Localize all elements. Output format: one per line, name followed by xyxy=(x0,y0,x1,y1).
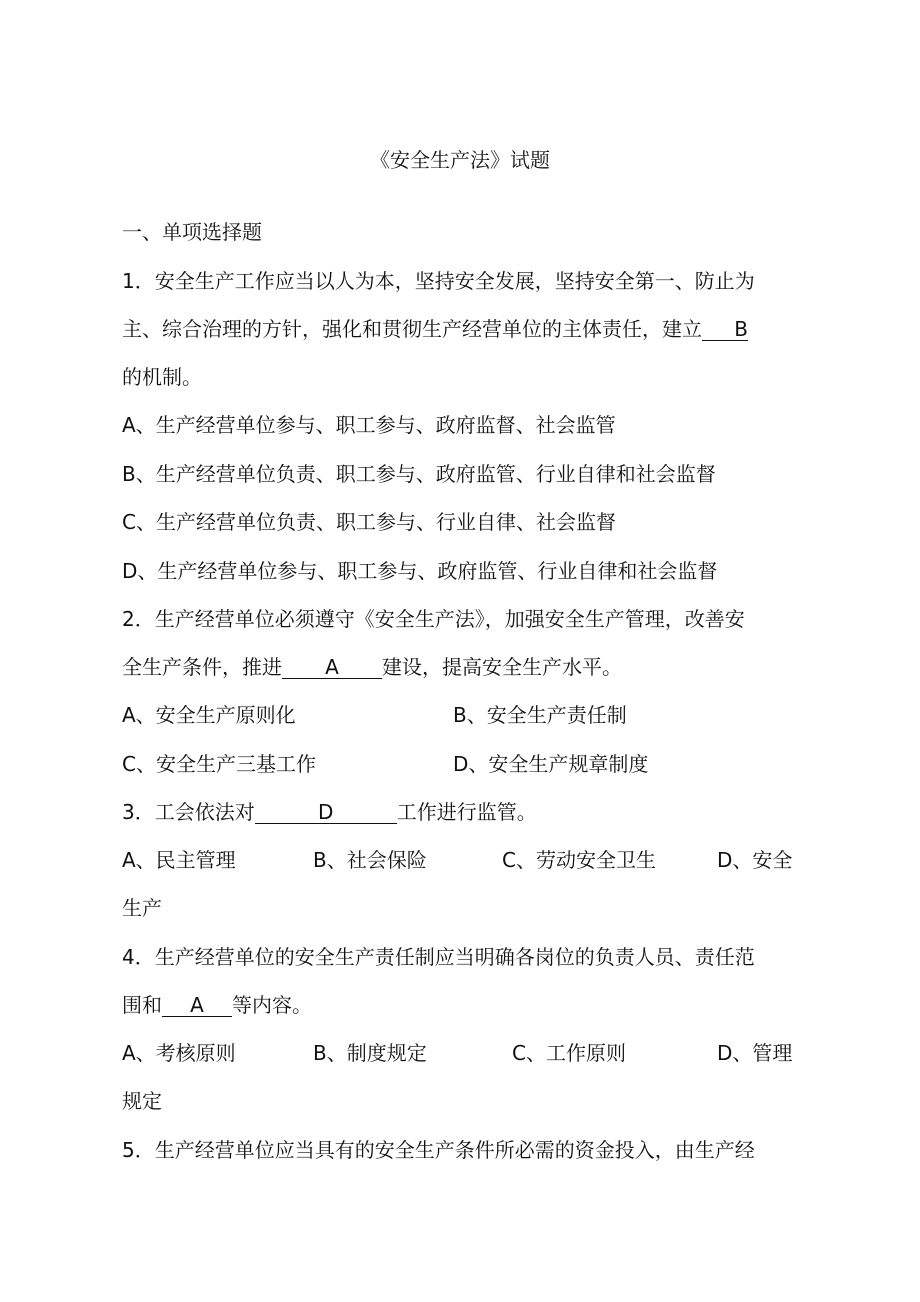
question-2-line-2 xyxy=(122,654,622,680)
question-4-line-2 xyxy=(122,992,312,1018)
question-3-answer-blank: D xyxy=(255,801,397,824)
question-1-text: 主、综合治理的方针，强化和贯彻生产经营单位的主体责任，建立 xyxy=(122,317,702,341)
question-4-option-b: B、制度规定 xyxy=(313,1041,427,1065)
question-4-line-1: 4．生产经营单位的安全生产责任制应当明确各岗位的负责人员、责任范 xyxy=(122,945,755,969)
question-3-line-1 xyxy=(122,799,537,825)
question-5-line-1: 5．生产经营单位应当具有的安全生产条件所必需的资金投入，由生产经 xyxy=(122,1138,755,1162)
question-3-text: 3．工会依法对 xyxy=(122,800,255,824)
question-1-line-3: 的机制。 xyxy=(122,365,202,389)
question-2-option-c: C、安全生产三基工作 xyxy=(122,752,316,776)
question-4-option-c: C、工作原则 xyxy=(512,1041,626,1065)
page-title: 《安全生产法》试题 xyxy=(370,148,550,172)
question-3-text-suffix: 工作进行监管。 xyxy=(396,800,537,824)
question-1-option-b: B、生产经营单位负责、职工参与、政府监管、行业自律和社会监督 xyxy=(122,462,716,486)
question-3-option-d-continued: 生产 xyxy=(122,896,162,920)
question-2-text: 全生产条件，推进 xyxy=(122,655,282,679)
question-3-option-a: A、民主管理 xyxy=(122,848,236,872)
question-4-option-d-continued: 规定 xyxy=(122,1089,162,1113)
question-2-option-a: A、安全生产原则化 xyxy=(122,703,296,727)
question-3-option-c: C、劳动安全卫生 xyxy=(502,848,656,872)
question-3-option-d: D、安全 xyxy=(717,848,793,872)
question-1-option-d: D、生产经营单位参与、职工参与、政府监管、行业自律和社会监督 xyxy=(122,559,718,583)
question-1-line-1: 1．安全生产工作应当以人为本，坚持安全发展，坚持安全第一、防止为 xyxy=(122,269,755,293)
question-3-option-b: B、社会保险 xyxy=(313,848,427,872)
section-heading: 一、单项选择题 xyxy=(122,220,262,244)
question-2-text-suffix: 建设，提高安全生产水平。 xyxy=(382,655,622,679)
question-1-line-2 xyxy=(122,316,748,342)
question-2-option-d: D、安全生产规章制度 xyxy=(453,752,649,776)
question-4-option-d: D、管理 xyxy=(717,1041,793,1065)
question-2-answer-blank: A xyxy=(282,656,382,679)
question-1-option-c: C、生产经营单位负责、职工参与、行业自律、社会监督 xyxy=(122,510,616,534)
question-2-line-1: 2．生产经营单位必须遵守《安全生产法》，加强安全生产管理，改善安 xyxy=(122,607,745,631)
question-4-text-suffix: 等内容。 xyxy=(232,993,312,1017)
question-1-option-a: A、生产经营单位参与、职工参与、政府监督、社会监管 xyxy=(122,413,616,437)
question-4-option-a: A、考核原则 xyxy=(122,1041,236,1065)
question-2-option-b: B、安全生产责任制 xyxy=(453,703,627,727)
question-1-answer-blank: B xyxy=(702,318,748,341)
question-4-text: 围和 xyxy=(122,993,162,1017)
question-4-answer-blank: A xyxy=(162,994,232,1017)
